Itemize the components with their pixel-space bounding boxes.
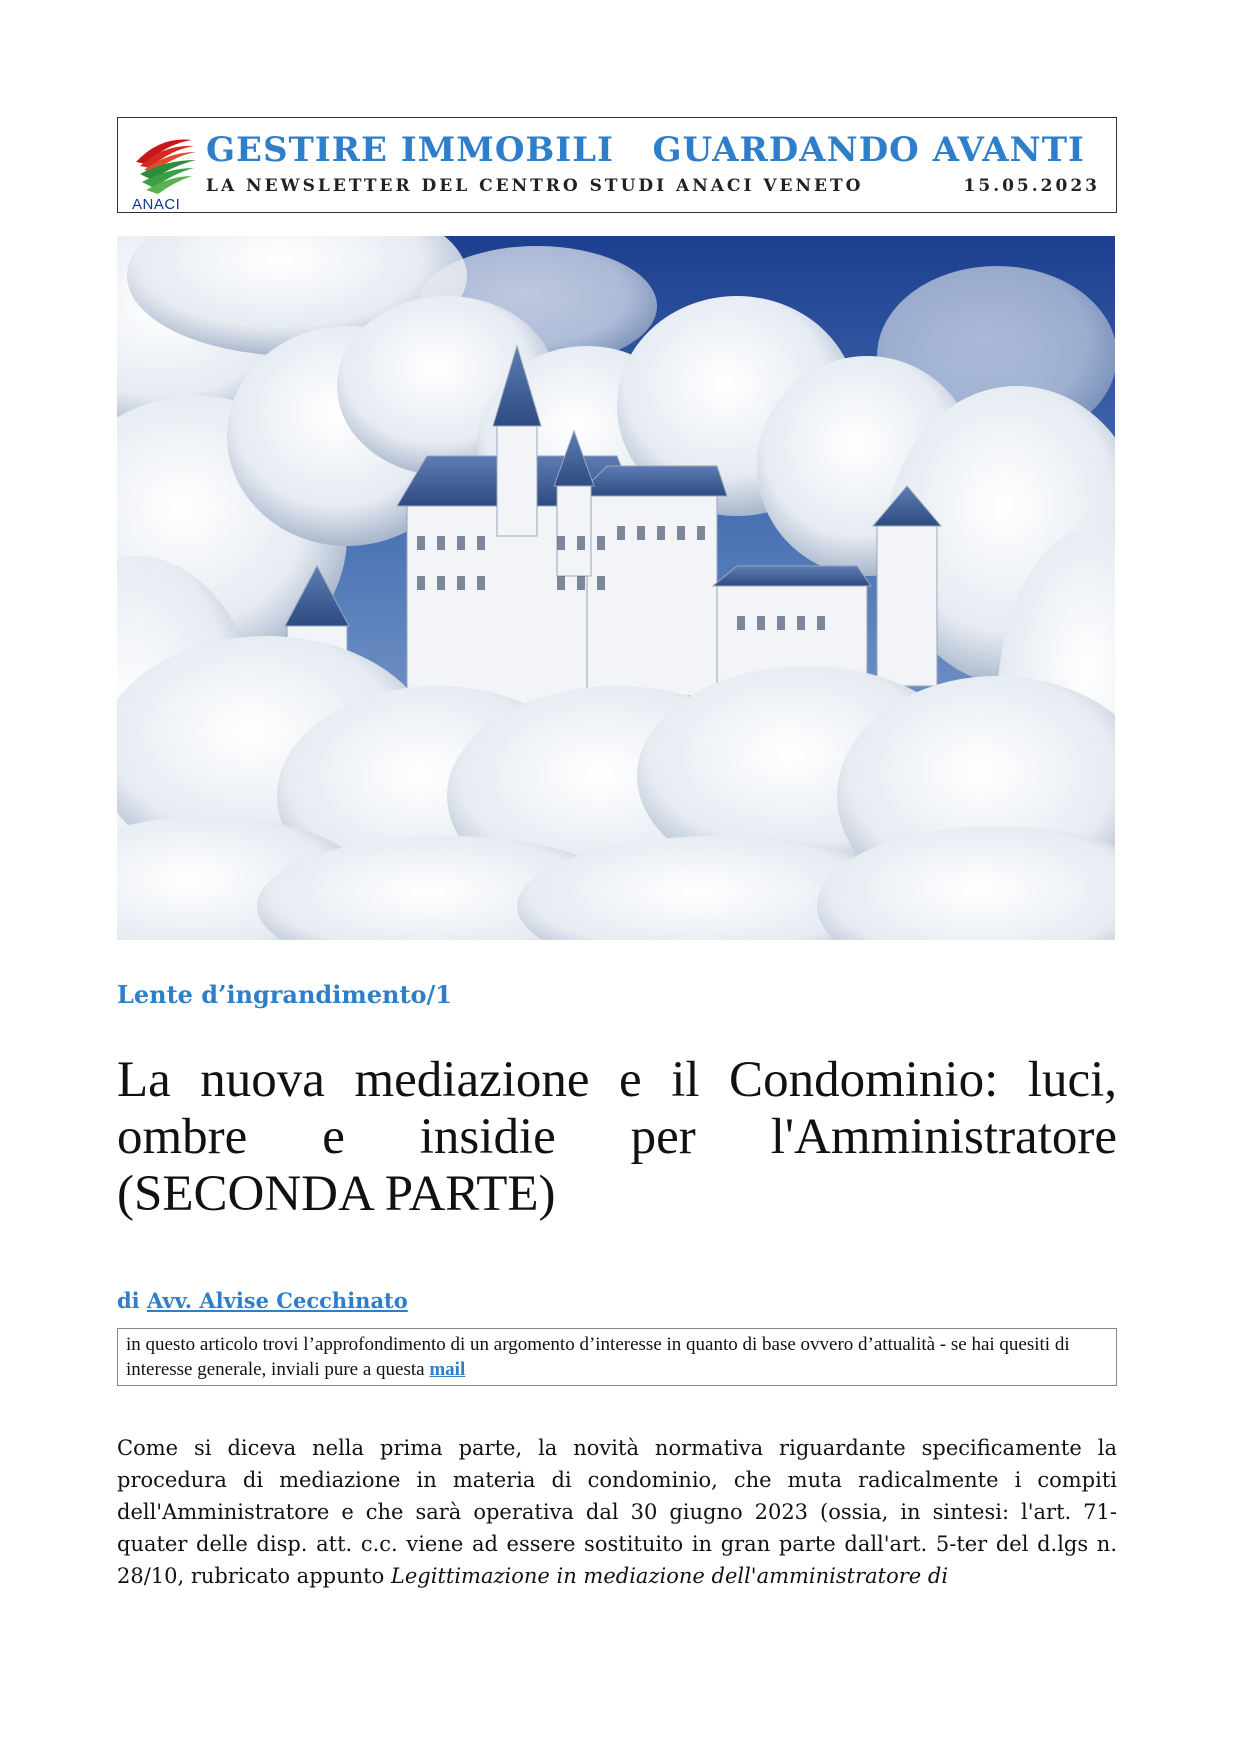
byline-prefix: di xyxy=(117,1288,140,1313)
info-note-box xyxy=(117,1328,1117,1386)
body-italic-title: Legittimazione in mediazione dell'amministratore di xyxy=(390,1564,949,1588)
masthead xyxy=(117,117,1117,213)
byline xyxy=(117,1288,408,1313)
note-text: in questo articolo trovi l’approfondimento di un argomento d’interesse in quanto di base ovvero d’attualità - se hai quesiti di interesse generale, inviali pure a questa xyxy=(126,1334,1070,1380)
newsletter-subtitle: LA NEWSLETTER DEL CENTRO STUDI ANACI VENETO xyxy=(206,176,864,196)
logo-text: ANACI xyxy=(132,196,181,213)
issue-date: 15.05.2023 xyxy=(963,176,1100,196)
newsletter-title: GESTIRE IMMOBILI GUARDANDO AVANTI xyxy=(206,130,1085,170)
article-headline: La nuova mediazione e il Condominio: luci, ombre e insidie per l'Amministratore (SECONDA PARTE) xyxy=(117,1052,1117,1222)
section-label: Lente d’ingrandimento/1 xyxy=(117,980,453,1009)
mail-link[interactable]: mail xyxy=(429,1359,466,1380)
article-body xyxy=(117,1432,1117,1592)
author-link[interactable]: Avv. Alvise Cecchinato xyxy=(146,1288,408,1313)
hero-image-castle-in-clouds xyxy=(117,236,1115,940)
body-paragraph: Come si diceva nella prima parte, la novità normativa riguardante specificamente la procedura di mediazione in materia di condominio, che muta radicalmente i compiti dell'Amministratore e che sarà operativa dal 30 giugno 2023 (ossia, in sintesi: l'art. 71-quater delle disp. att. c.c. viene ad essere sostituito in gran parte dall'art. 5-ter del d.lgs n. 28/10, rubricato appunto xyxy=(117,1436,1117,1588)
